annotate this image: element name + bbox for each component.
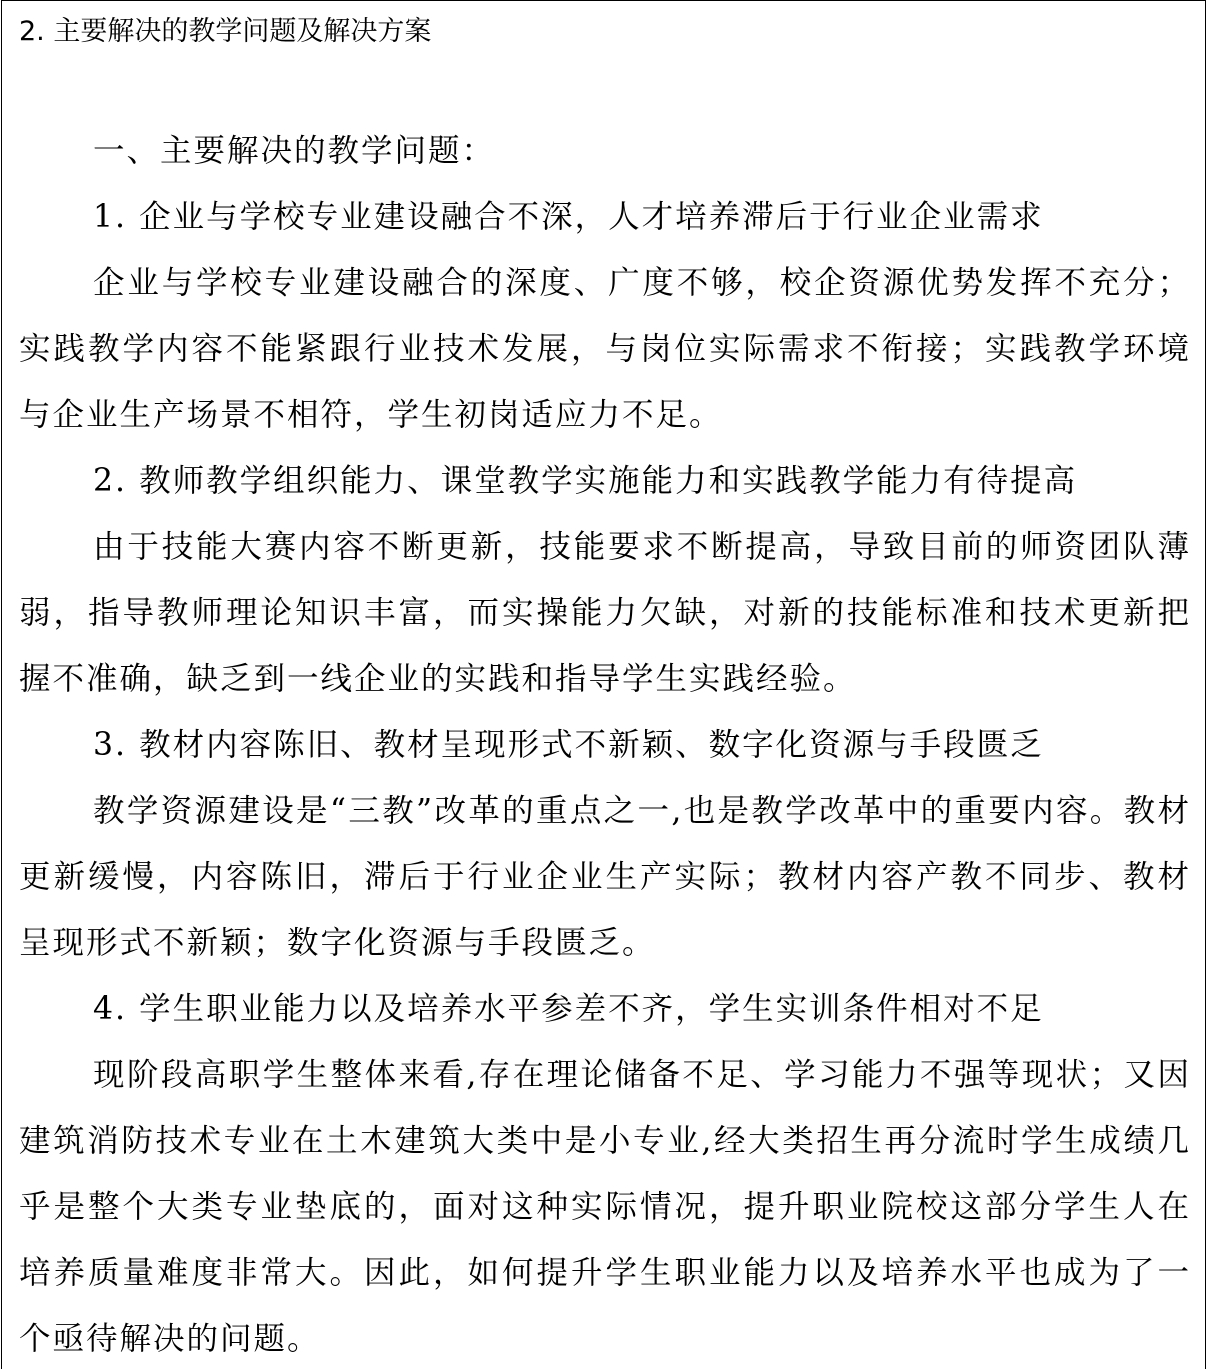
problem-3-body: 教学资源建设是“三教”改革的重点之一,也是教学改革中的重要内容。教材更新缓慢，内容陈旧，滞后于行业企业生产实际；教材内容产教不同步、教材呈现形式不新颖；数字化资源与手段匮乏。 [19,793,1191,961]
problem-4-body: 现阶段高职学生整体来看,存在理论储备不足、学习能力不强等现状；又因建筑消防技术专业在土木建筑大类中是小专业,经大类招生再分流时学生成绩几乎是整个大类专业垫底的，面对这种实际情况，提升职业院校这部分学生人在培养质量难度非常大。因此，如何提升学生职业能力以及培养水平也成为了一个亟待解决的问题。 [19,1057,1191,1357]
problem-4-heading: 4. 学生职业能力以及培养水平参差不齐，学生实训条件相对不足 [93,991,1044,1027]
problem-1-heading: 1. 企业与学校专业建设融合不深，人才培养滞后于行业企业需求 [93,199,1044,235]
problem-2-heading: 2. 教师教学组织能力、课堂教学实施能力和实践教学能力有待提高 [93,463,1078,499]
section-title: 2. 主要解决的教学问题及解决方案 [19,16,432,47]
section-heading: 一、主要解决的教学问题： [93,133,496,169]
problem-2-body: 由于技能大赛内容不断更新，技能要求不断提高，导致目前的师资团队薄弱，指导教师理论知识丰富，而实操能力欠缺，对新的技能标准和技术更新把握不准确，缺乏到一线企业的实践和指导学生实践经验。 [19,529,1191,697]
document-body [19,118,1191,1372]
problem-3-heading: 3. 教材内容陈旧、教材呈现形式不新颖、数字化资源与手段匮乏 [93,727,1044,763]
problem-1-body: 企业与学校专业建设融合的深度、广度不够，校企资源优势发挥不充分；实践教学内容不能紧跟行业技术发展，与岗位实际需求不衔接；实践教学环境与企业生产场景不相符，学生初岗适应力不足。 [19,265,1191,433]
